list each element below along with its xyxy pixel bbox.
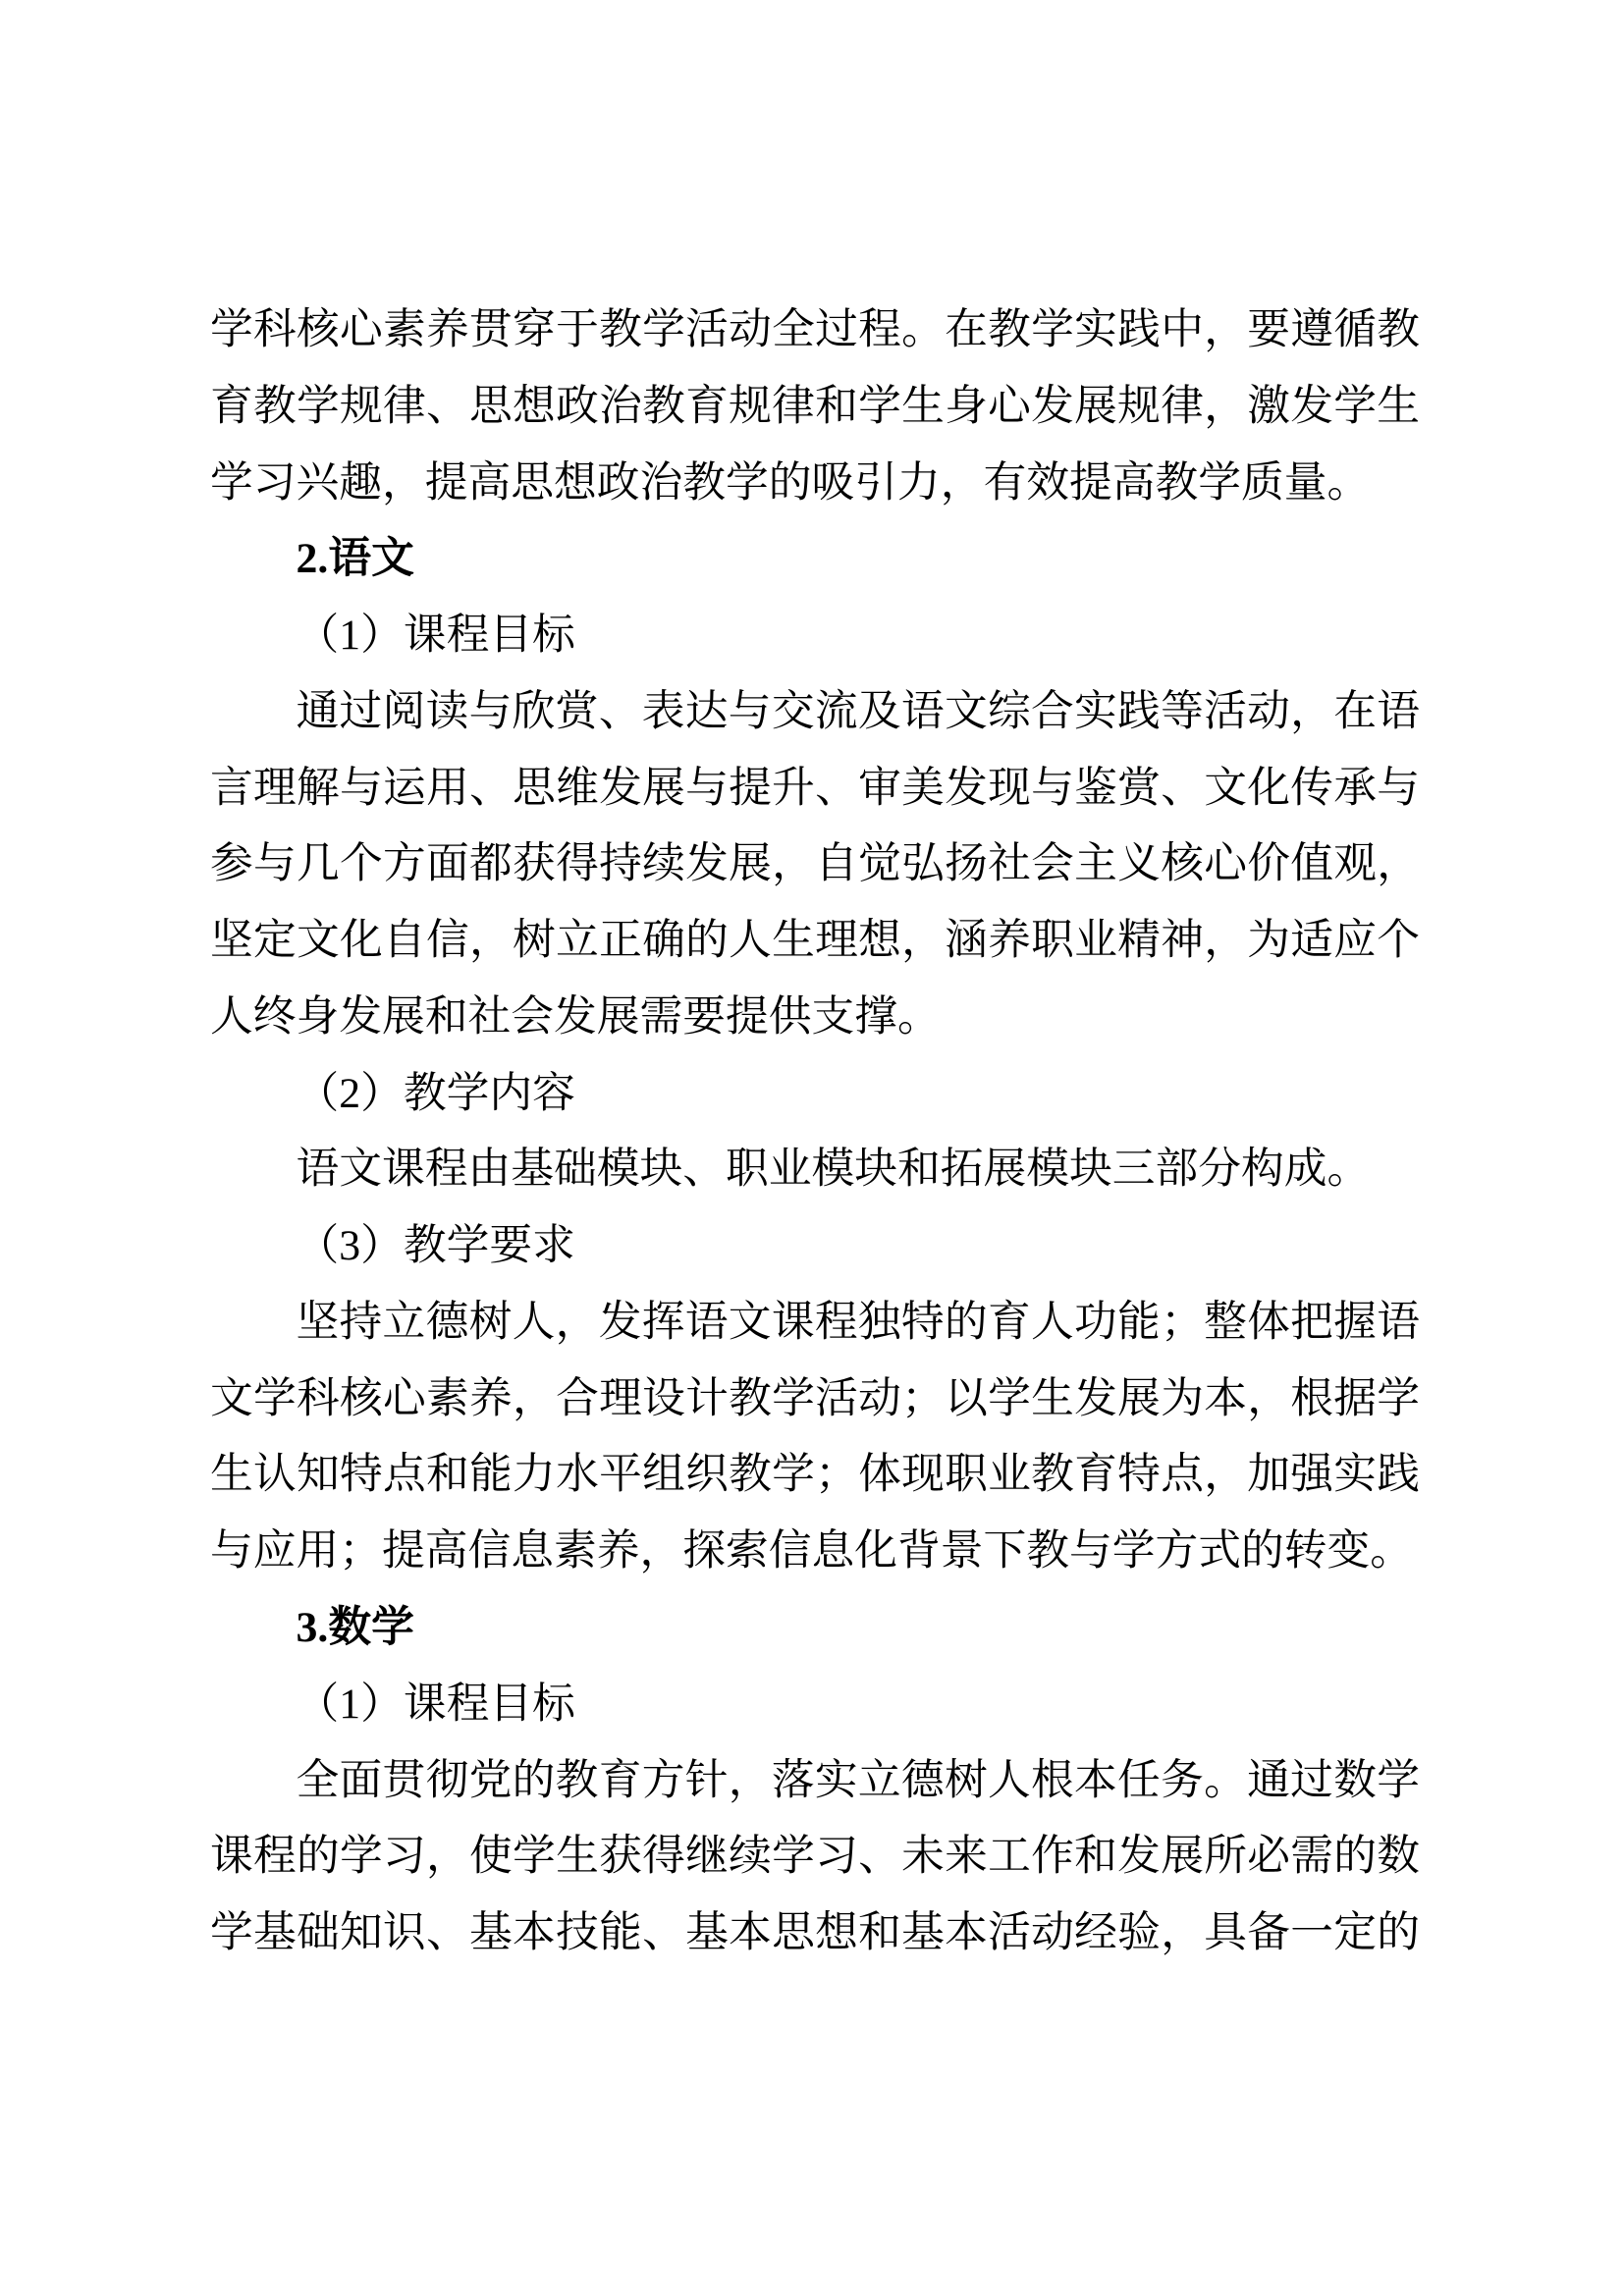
section-heading-yuwen: 2.语文 xyxy=(296,535,414,583)
subsection-heading-teaching-content: （2）教学内容 xyxy=(296,1069,575,1117)
body-line: 全面贯彻党的教育方针，落实立德树人根本任务。通过数学 xyxy=(296,1756,1420,1804)
body-line: 坚定文化自信，树立正确的人生理想，涵养职业精神，为适应个 xyxy=(210,917,1420,965)
body-line: 学习兴趣，提高思想政治教学的吸引力，有效提高教学质量。 xyxy=(210,458,1371,507)
body-line: 人终身发展和社会发展需要提供支撑。 xyxy=(210,992,941,1041)
subsection-heading-teaching-requirements: （3）教学要求 xyxy=(296,1222,575,1270)
body-line: 生认知特点和能力水平组织教学；体现职业教育特点，加强实践 xyxy=(210,1451,1420,1499)
body-line: 语文课程由基础模块、职业模块和拓展模块三部分构成。 xyxy=(296,1146,1371,1194)
body-line: 坚持立德树人，发挥语文课程独特的育人功能；整体把握语 xyxy=(296,1298,1420,1346)
text-block xyxy=(210,293,1420,1972)
body-line: 言理解与运用、思维发展与提升、审美发现与鉴赏、文化传承与 xyxy=(210,764,1420,812)
body-line: 参与几个方面都获得持续发展，自觉弘扬社会主义核心价值观， xyxy=(210,840,1420,888)
body-line: 课程的学习，使学生获得继续学习、未来工作和发展所必需的数 xyxy=(210,1833,1420,1881)
body-line: 学科核心素养贯穿于教学活动全过程。在教学实践中，要遵循教 xyxy=(210,306,1420,353)
subsection-heading-course-objectives-math: （1）课程目标 xyxy=(296,1680,575,1728)
subsection-heading-course-objectives: （1）课程目标 xyxy=(296,612,575,660)
body-line: 学基础知识、基本技能、基本思想和基本活动经验，具备一定的 xyxy=(210,1909,1420,1957)
body-line: 文学科核心素养，合理设计教学活动；以学生发展为本，根据学 xyxy=(210,1374,1420,1422)
body-line: 与应用；提高信息素养，探索信息化背景下教与学方式的转变。 xyxy=(210,1527,1414,1575)
body-line: 育教学规律、思想政治教育规律和学生身心发展规律，激发学生 xyxy=(210,382,1420,430)
body-line: 通过阅读与欣赏、表达与交流及语文综合实践等活动，在语 xyxy=(296,687,1420,735)
section-heading-shuxue: 3.数学 xyxy=(296,1604,414,1652)
